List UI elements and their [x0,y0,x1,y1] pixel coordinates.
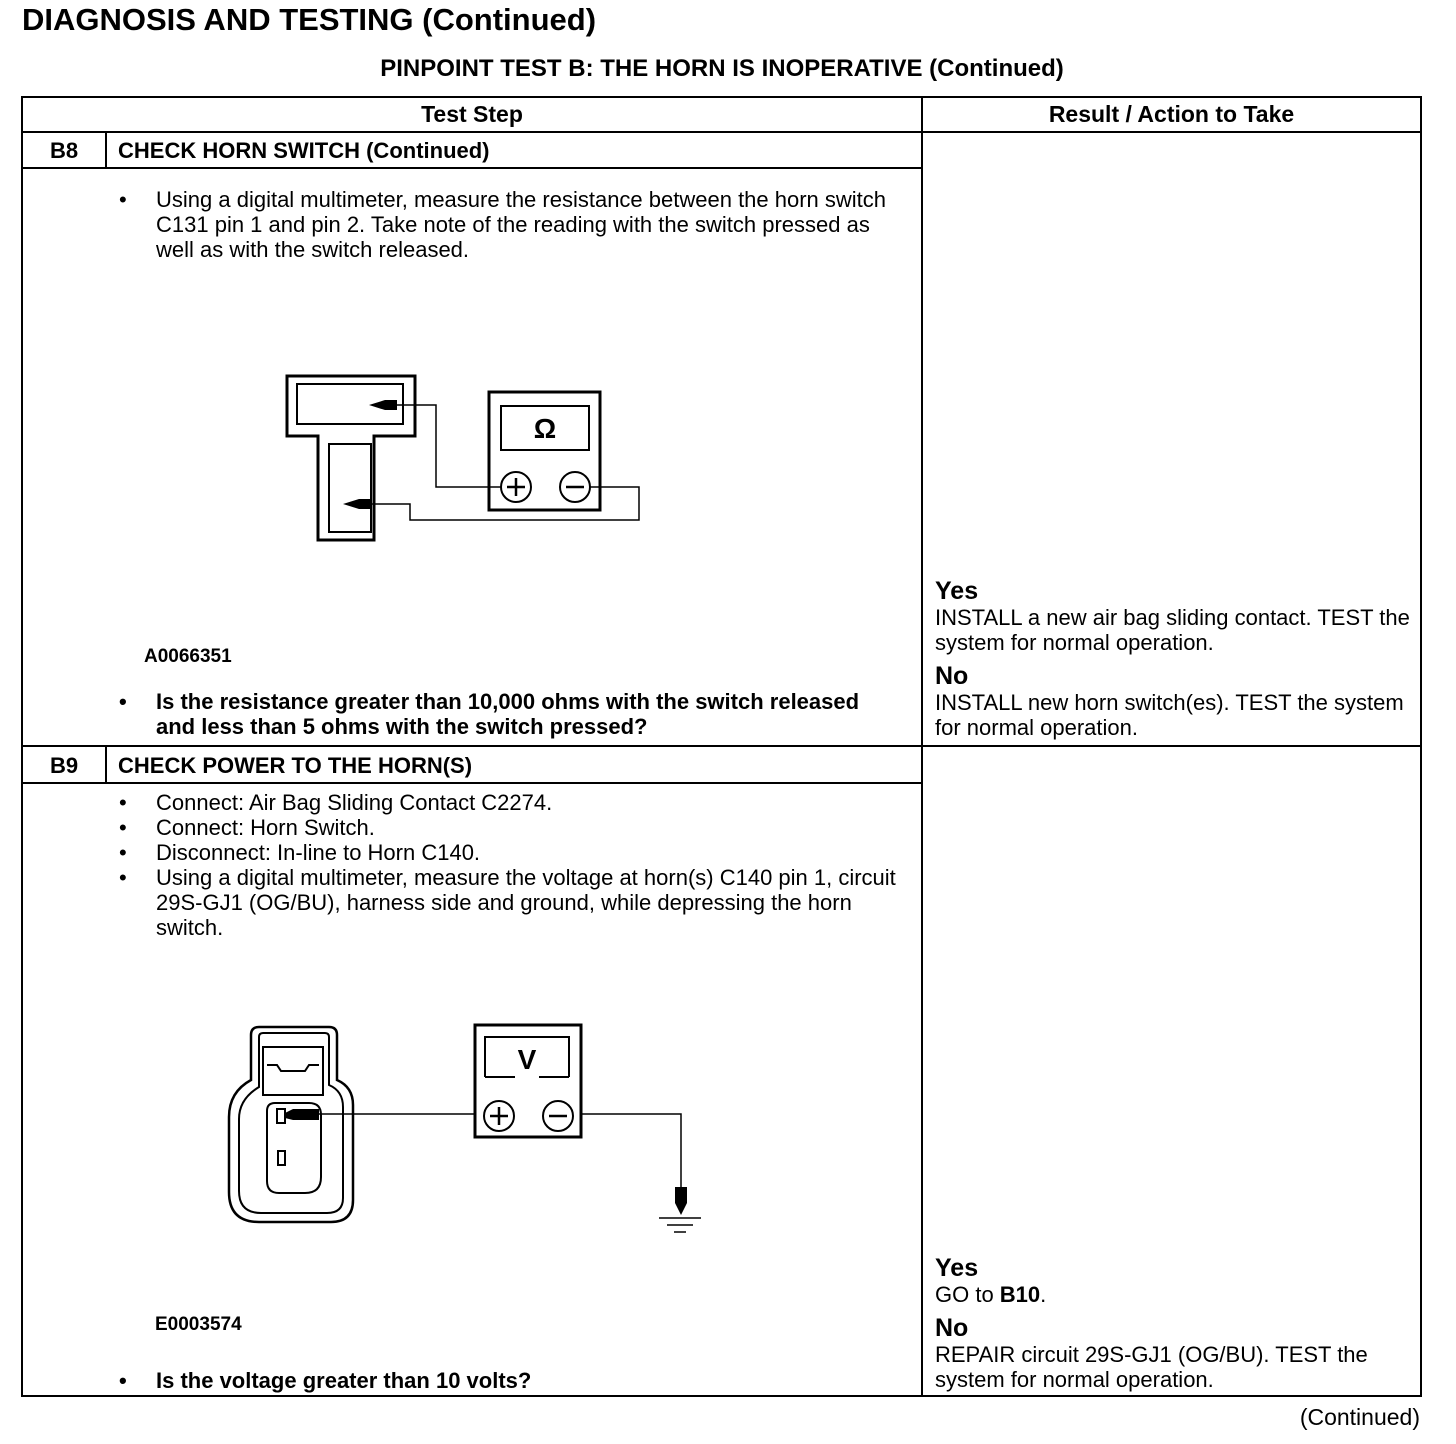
b8-id-divider [105,133,107,167]
page-title: DIAGNOSIS AND TESTING (Continued) [22,2,597,37]
continued-note: (Continued) [1299,1404,1420,1430]
bullet-icon: • [119,790,127,815]
list-item: • Is the resistance greater than 10,000 ohms with the switch released and less than 5 ohms with the switch pressed? [119,689,860,739]
bullet-icon: • [119,865,127,890]
bullet-icon: • [119,815,127,840]
header-result-action: Result / Action to Take [1048,101,1295,127]
list-item: • Disconnect: In-line to Horn C140. [119,840,481,865]
yes-action: INSTALL a new air bag sliding contact. TEST the system for normal operation. [935,605,1410,655]
b9-result [935,1255,1410,1392]
step-id-b9: B9 [49,753,79,778]
header-divider [23,131,1420,133]
step-title-b9: CHECK POWER TO THE HORN(S) [118,753,473,778]
step-reference-b10[interactable]: B10 [999,1282,1041,1307]
bullet-icon: • [119,1368,127,1393]
step-divider [23,745,1420,747]
yes-label: Yes [935,577,979,605]
volt-symbol: V [517,1044,537,1075]
no-action: INSTALL new horn switch(es). TEST the system for normal operation. [935,690,1404,740]
step-id-b8: B8 [49,138,79,163]
list-item: • Connect: Horn Switch. [119,815,375,840]
list-item: • Using a digital multimeter, measure the voltage at horn(s) C140 pin 1, circuit 29S-GJ1 (OG/BU), harness side and ground, while depressing the horn switch. [119,865,896,940]
header-test-step: Test Step [421,101,523,127]
list-item: • Is the voltage greater than 10 volts? [119,1368,532,1393]
step-title-b8: CHECK HORN SWITCH (Continued) [118,138,490,163]
list-item: • Using a digital multimeter, measure the resistance between the horn switch C131 pin 1 and pin 2. Take note of the reading with the switch pressed as well as with the switch released. [119,187,887,262]
ohm-symbol: Ω [533,413,557,444]
no-label: No [935,662,969,690]
bullet-icon: • [119,187,127,212]
b9-instructions [119,790,899,940]
figure-id-a0066351: A0066351 [144,646,232,667]
b9-question-list [119,1368,899,1393]
b8-title-divider [23,167,921,169]
b9-title-divider [23,782,921,784]
b8-question-list [119,689,899,739]
horn-switch-resistance-diagram [285,374,645,544]
b8-result [935,578,1410,740]
b9-id-divider [105,747,107,782]
horn-connector-voltage-diagram [227,1025,707,1240]
figure-id-e0003574: E0003574 [155,1314,242,1335]
list-item: • Connect: Air Bag Sliding Contact C2274. [119,790,553,815]
no-action: REPAIR circuit 29S-GJ1 (OG/BU). TEST the system for normal operation. [935,1342,1368,1392]
yes-action: GO to B10. [935,1282,1047,1307]
no-label: No [935,1314,969,1342]
yes-label: Yes [935,1254,979,1282]
bullet-icon: • [119,840,127,865]
pinpoint-test-title: PINPOINT TEST B: THE HORN IS INOPERATIVE (Continued) [380,55,1064,82]
bullet-icon: • [119,689,127,714]
b8-instructions [119,187,899,262]
pinpoint-test-table [21,96,1422,1397]
